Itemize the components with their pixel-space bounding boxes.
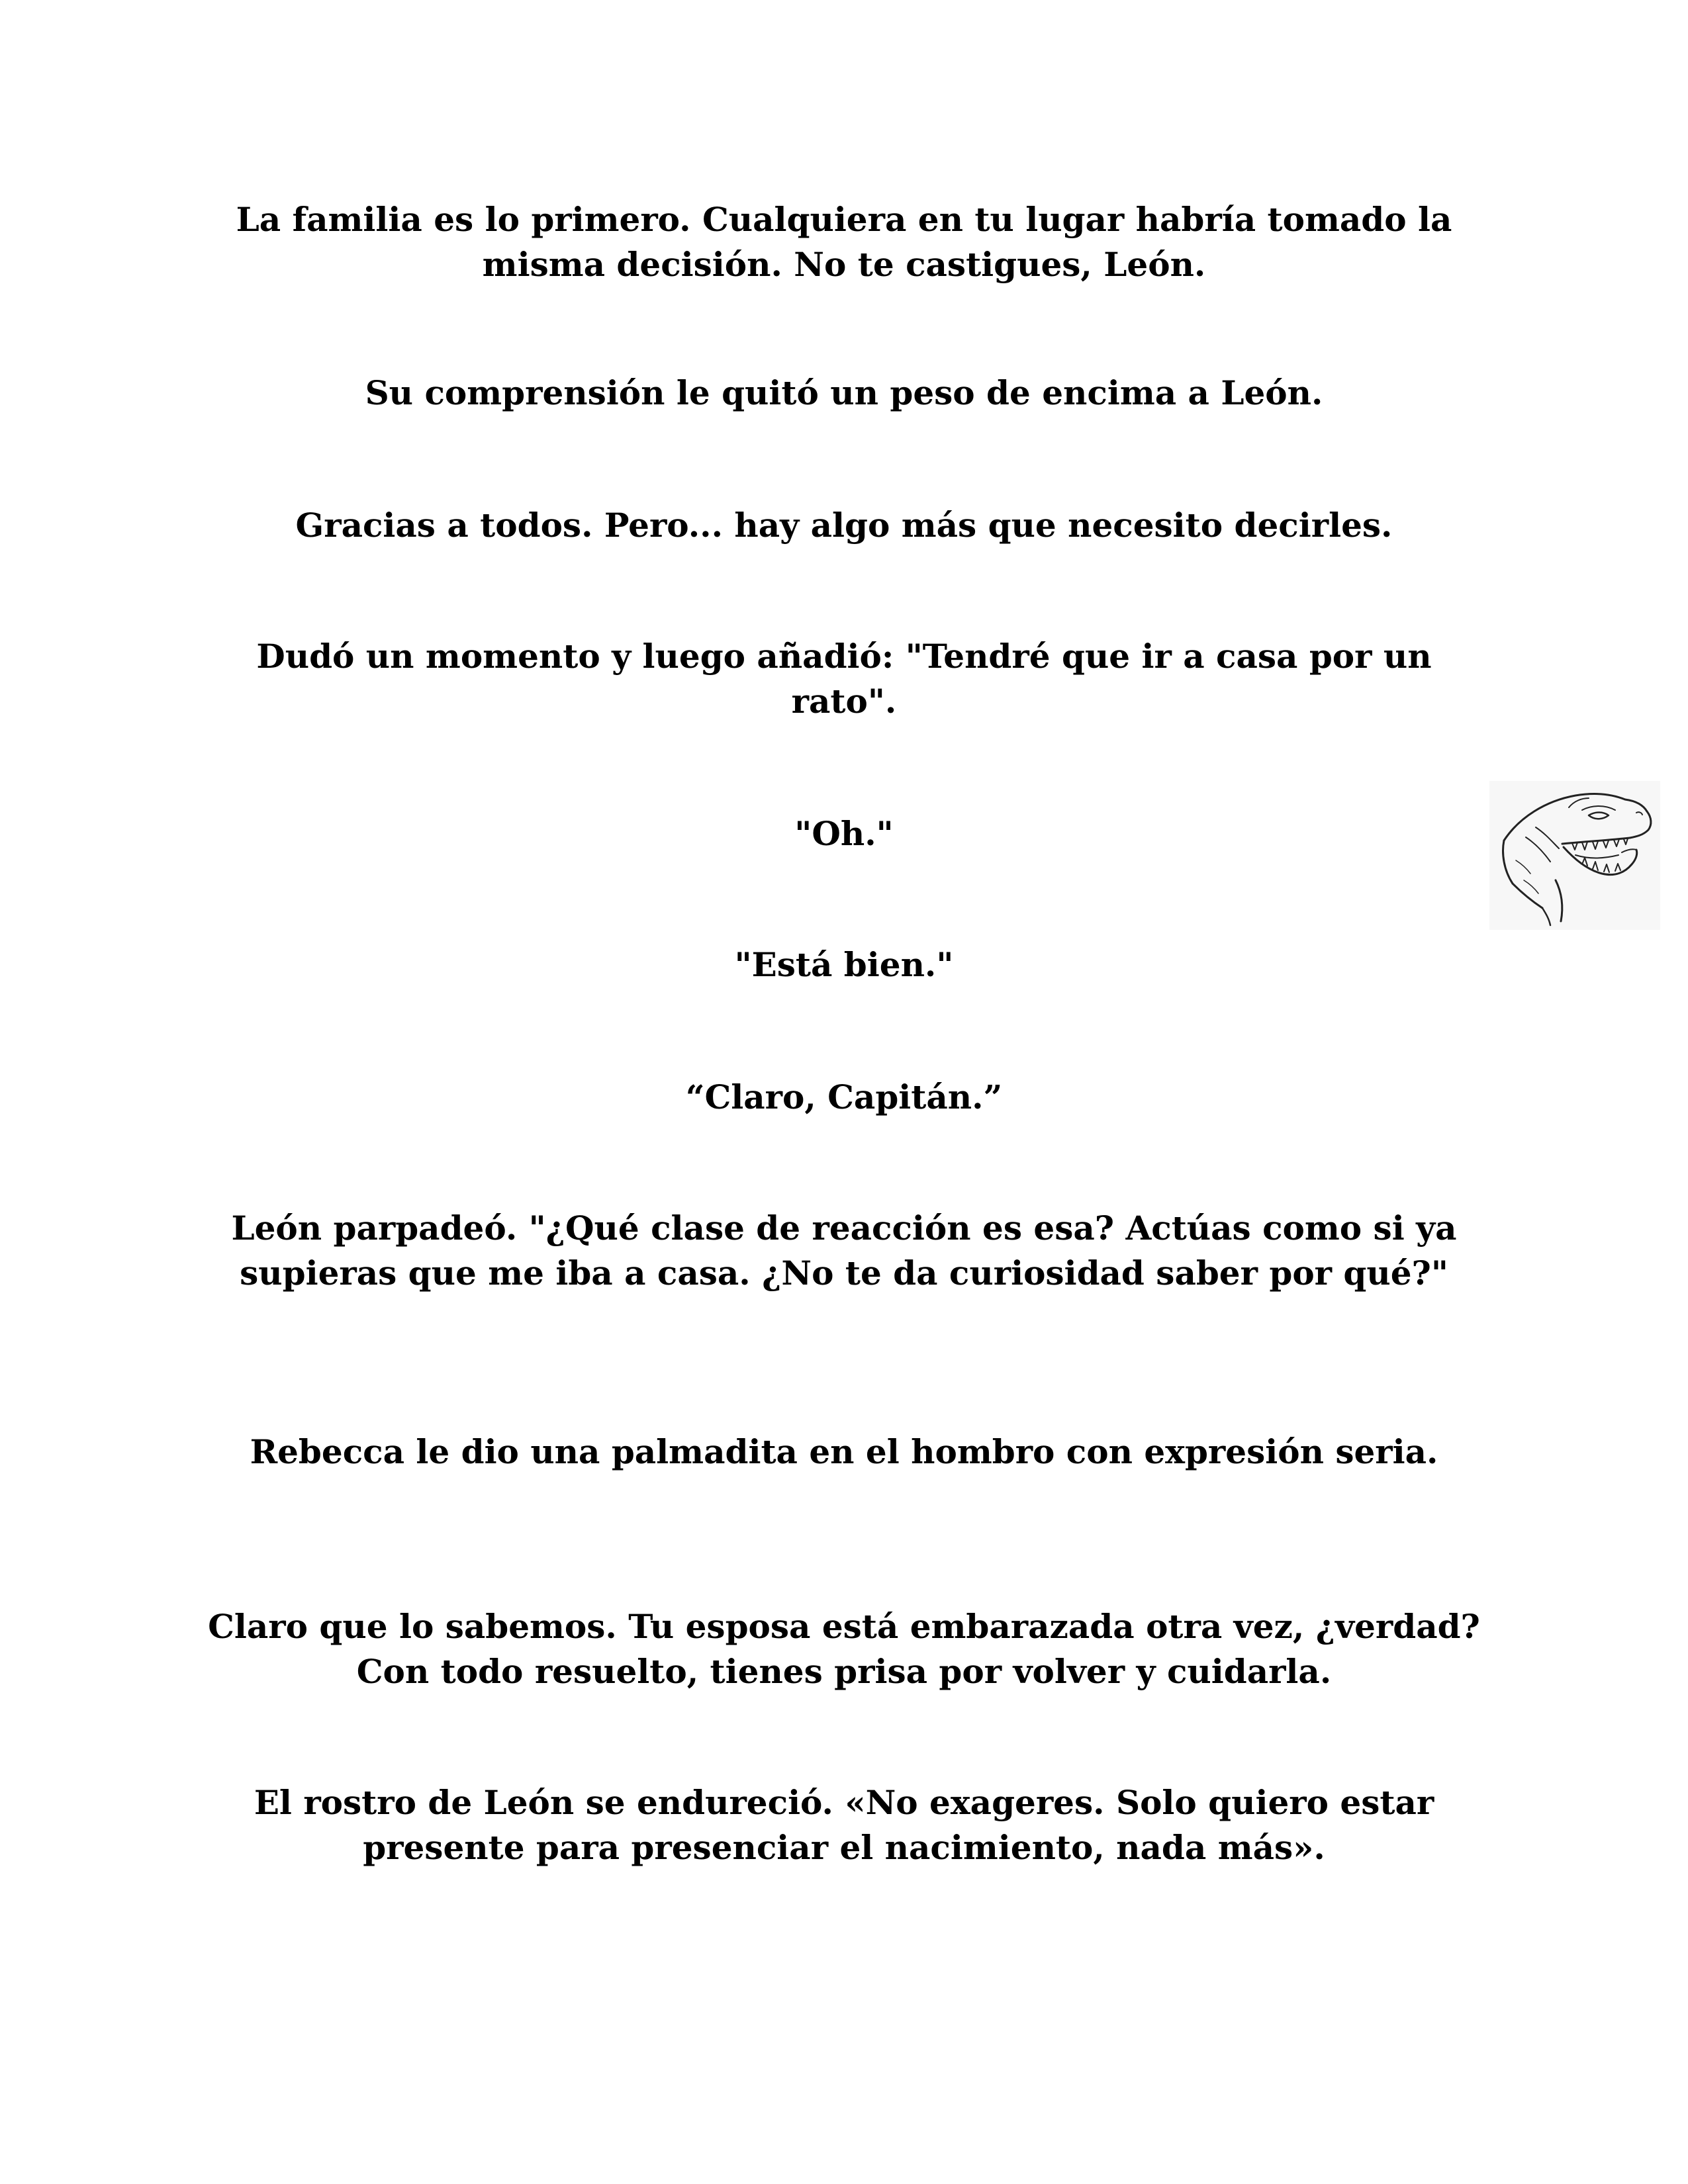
paragraph-8: León parpadeó. "¿Qué clase de reacción es esa? Actúas como si ya supieras que me iba a casa. ¿No te da curiosidad saber por qué?" — [231, 1208, 1457, 1293]
paragraph-4: Dudó un momento y luego añadió: "Tendré que ir a casa por un rato". — [256, 637, 1432, 721]
paragraph-7: “Claro, Capitán.” — [685, 1077, 1003, 1116]
paragraph-10: Claro que lo sabemos. Tu esposa está embarazada otra vez, ¿verdad? Con todo resuelto, tienes prisa por volver y cuidarla. — [208, 1607, 1480, 1691]
paragraph-5: "Oh." — [794, 814, 894, 853]
paragraph-2: Su comprensión le quitó un peso de encima a León. — [365, 373, 1323, 412]
paragraph-6: "Está bien." — [734, 945, 954, 984]
paragraph-3: Gracias a todos. Pero... hay algo más que necesito decirles. — [295, 506, 1393, 545]
paragraph-1: La familia es lo primero. Cualquiera en tu lugar habría tomado la misma decisión. No te castigues, León. — [236, 200, 1452, 284]
paragraph-9: Rebecca le dio una palmadita en el hombro con expresión seria. — [250, 1432, 1438, 1471]
dinosaur-head-sketch-icon — [1489, 781, 1660, 930]
paragraph-11: El rostro de León se endureció. «No exageres. Solo quiero estar presente para presenciar el nacimiento, nada más». — [254, 1783, 1434, 1867]
